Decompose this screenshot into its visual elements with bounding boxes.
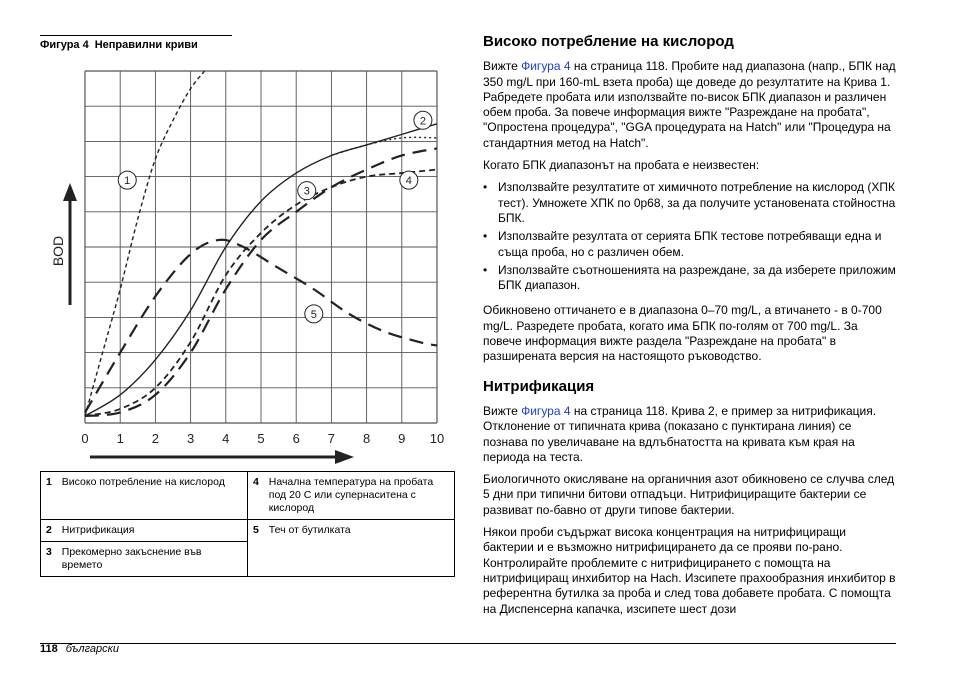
x-tick-label: 1: [116, 431, 124, 446]
figure-chart: [40, 55, 450, 467]
paragraph: Биологичното окисляване на органичния азот обикновено се случва след 5 дни при типични битови отпадъци. Нитрифициращите бактерии се развиват по-бавно от други типове бактерии.: [483, 472, 895, 517]
paragraph: Обикновено оттичането е в диапазона 0–70 mg/L, а втичането - в 0-700 mg/L. Разредете пробата, когато има БПК по-голям от 700 mg/L. За повече информация вижте раздела "Разреждане на пробата" в разширената версия на настоящото ръководство.: [483, 303, 882, 364]
paragraph: [483, 404, 898, 465]
figure-link[interactable]: Фигура 4: [521, 403, 571, 418]
list-item: • Използвайте съотношенията на разреждане, за да изберете приложим БПК диапазон.: [483, 263, 898, 294]
list-item: • Използвайте резултата от серията БПК тестове потребяващи една и съща проба, но с различен обем.: [483, 229, 898, 260]
bullet-list: [483, 180, 898, 293]
legend-text: Нитрификация: [57, 520, 248, 542]
figure-link[interactable]: Фигура 4: [521, 59, 571, 74]
page-number: 118: [40, 643, 58, 655]
paragraph: [483, 59, 898, 151]
chart-markers: [118, 111, 432, 323]
y-axis-label: BOD: [50, 235, 66, 267]
curve-marker-label: 1: [124, 175, 131, 188]
chart-grid: [85, 71, 437, 423]
text: на страница 118. Пробите над диапазона (напр., БПК над 350 mg/L при 160-mL взета проба) ще доведе до резултатите на Крива 1. Рабредете пробата или използвайте по-висок БПК диапазон и различен обем проба. За повече информация вижте "Разреждане на пробата", "Опростена процедура", "GGA процедурата на Hatch" или "Процедура на стандартния метод на Hatch".: [483, 59, 896, 150]
legend-num: 2: [41, 520, 57, 542]
x-tick-labels: [81, 431, 444, 446]
text: Вижте: [483, 59, 522, 74]
legend-num: 4: [247, 472, 263, 520]
legend-text: Прекомерно закъснение във времето: [57, 542, 248, 577]
figure-title: Неправилни криви: [94, 39, 198, 51]
curve-marker-label: 2: [419, 115, 426, 128]
right-column: [483, 34, 898, 624]
paragraph: Някои проби съдържат висока концентрация на нитрифициращи бактерии и е възможно нитрифицирането да се прояви по-рано. Контролирайте проблемите с нитрифицирането с помощта на нитрифициращ инхибитор на Hach. Изсипете прахообразния инхибитор в референтна бутилка за проба и след това добавете пробата. С помощта на Диспенсерна капачка, изсипете шест дози: [483, 525, 896, 616]
figure-number: Фигура 4: [40, 39, 89, 51]
figure-caption: [40, 35, 232, 51]
chart-axes: [50, 183, 354, 464]
x-tick-label: 0: [81, 431, 89, 446]
legend-num: 5: [247, 520, 263, 577]
x-axis-arrow-head: [335, 450, 354, 464]
curve-marker-label: 5: [310, 308, 317, 321]
curve-marker-label: 4: [405, 175, 412, 188]
text: Вижте: [483, 403, 522, 418]
legend-num: 1: [41, 472, 57, 520]
section-heading-high-oxygen: Високо потребление на кислород: [483, 33, 734, 50]
series-line-1: [85, 71, 205, 416]
x-tick-label: 2: [151, 431, 160, 446]
legend-num: 3: [41, 542, 57, 577]
x-tick-label: 8: [362, 431, 371, 446]
footer: [40, 643, 119, 655]
section-heading-nitrification: Нитрификация: [483, 377, 595, 395]
footer-language: български: [65, 643, 119, 655]
legend-text: Високо потребление на кислород: [57, 472, 248, 520]
x-tick-label: 6: [292, 431, 300, 446]
list-item: • Използвайте резултатите от химичното потребление на кислород (ХПК тест). Умножете ХПК по 0р68, за да получите установената стойностна БПК.: [483, 180, 898, 226]
legend-text: Теч от бутилката: [264, 520, 455, 577]
x-tick-label: 7: [327, 431, 336, 446]
x-tick-label: 5: [257, 431, 265, 446]
footer-rule: [40, 643, 896, 644]
x-tick-label: 9: [398, 431, 406, 446]
x-tick-label: 3: [186, 431, 195, 446]
legend-text: Начална температура на пробата под 20 C или супернаситена с кислород: [264, 472, 455, 520]
x-tick-label: 4: [222, 431, 230, 446]
y-axis-arrow-head: [63, 183, 77, 201]
paragraph: Когато БПК диапазонът на пробата е неизвестен:: [483, 158, 760, 173]
curve-marker-label: 3: [303, 185, 310, 198]
text: на страница 118. Крива 2, е пример за нитрификация. Отклонение от типичната крива (показано с пунктирана линия) се познава по увеличаване на вдлъбнатостта на кривата към края на периода на теста.: [483, 403, 877, 464]
x-tick-label: 10: [429, 431, 445, 446]
figure-legend-table: [40, 471, 455, 577]
